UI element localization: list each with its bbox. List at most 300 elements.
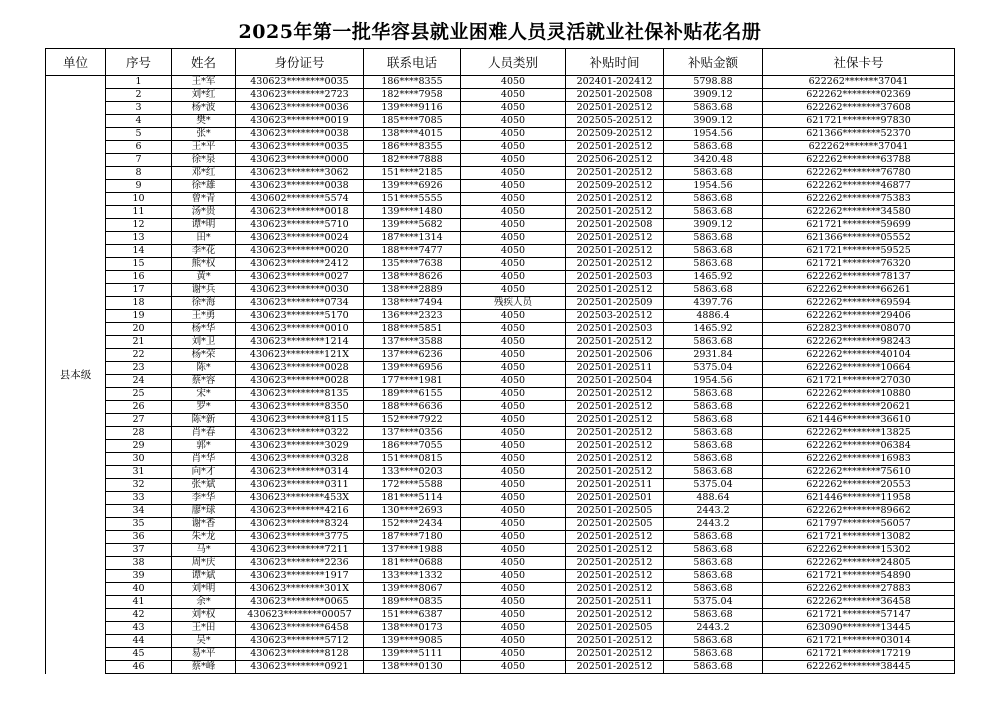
cell-name: 王*田 <box>172 622 236 635</box>
cell-number: 13 <box>106 232 172 245</box>
cell-id-number: 430623********0018 <box>236 206 364 219</box>
cell-period: 202501-202512 <box>566 648 664 661</box>
cell-id-number: 430623********2412 <box>236 258 364 271</box>
cell-period: 202501-202505 <box>566 518 664 531</box>
cell-category: 4050 <box>461 232 566 245</box>
cell-card-number: 622262********38445 <box>763 661 955 674</box>
cell-id-number: 430623********0035 <box>236 76 364 89</box>
cell-phone: 138****8626 <box>364 271 461 284</box>
cell-card-number: 623090********13445 <box>763 622 955 635</box>
cell-id-number: 430623********00057 <box>236 609 364 622</box>
table-row <box>46 583 955 596</box>
cell-name: 向*才 <box>172 466 236 479</box>
header-period: 补贴时间 <box>566 49 664 76</box>
cell-period: 202501-202512 <box>566 167 664 180</box>
cell-amount: 3420.48 <box>664 154 763 167</box>
cell-number: 6 <box>106 141 172 154</box>
cell-amount: 3909.12 <box>664 89 763 102</box>
table-row <box>46 271 955 284</box>
cell-card-number: 622262********75610 <box>763 466 955 479</box>
cell-name: 刘*卫 <box>172 336 236 349</box>
cell-period: 202506-202512 <box>566 154 664 167</box>
table-row <box>46 427 955 440</box>
cell-card-number: 621721********59699 <box>763 219 955 232</box>
cell-id-number: 430623********453X <box>236 492 364 505</box>
cell-amount: 2443.2 <box>664 518 763 531</box>
cell-category: 4050 <box>461 596 566 609</box>
cell-category: 4050 <box>461 557 566 570</box>
cell-period: 202501-202512 <box>566 245 664 258</box>
cell-phone: 186****8355 <box>364 76 461 89</box>
cell-id-number: 430623********6458 <box>236 622 364 635</box>
table-row <box>46 180 955 193</box>
table-row <box>46 596 955 609</box>
cell-id-number: 430623********8115 <box>236 414 364 427</box>
cell-amount: 2443.2 <box>664 622 763 635</box>
header-name: 姓名 <box>172 49 236 76</box>
cell-category: 残疾人员 <box>461 297 566 310</box>
cell-number: 35 <box>106 518 172 531</box>
cell-phone: 138****4015 <box>364 128 461 141</box>
cell-number: 11 <box>106 206 172 219</box>
cell-id-number: 430623********1214 <box>236 336 364 349</box>
cell-period: 202501-202506 <box>566 349 664 362</box>
cell-number: 40 <box>106 583 172 596</box>
cell-period: 202501-202511 <box>566 596 664 609</box>
cell-phone: 187****1314 <box>364 232 461 245</box>
cell-card-number: 621721********27030 <box>763 375 955 388</box>
cell-category: 4050 <box>461 206 566 219</box>
cell-category: 4050 <box>461 167 566 180</box>
cell-phone: 181****0688 <box>364 557 461 570</box>
cell-period: 202501-202503 <box>566 271 664 284</box>
table-row <box>46 466 955 479</box>
cell-number: 14 <box>106 245 172 258</box>
cell-name: 陈* <box>172 362 236 375</box>
table-row <box>46 492 955 505</box>
header-unit: 单位 <box>46 49 106 76</box>
cell-card-number: 622262********46877 <box>763 180 955 193</box>
cell-name: 汤*贵 <box>172 206 236 219</box>
cell-amount: 1465.92 <box>664 271 763 284</box>
cell-number: 39 <box>106 570 172 583</box>
cell-card-number: 622262*******37041 <box>763 76 955 89</box>
cell-category: 4050 <box>461 661 566 674</box>
cell-amount: 5863.68 <box>664 648 763 661</box>
cell-id-number: 430623********8135 <box>236 388 364 401</box>
cell-phone: 139****9116 <box>364 102 461 115</box>
header-number: 序号 <box>106 49 172 76</box>
cell-phone: 182****7888 <box>364 154 461 167</box>
cell-id-number: 430623********0311 <box>236 479 364 492</box>
table-row <box>46 128 955 141</box>
cell-id-number: 430623********5710 <box>236 219 364 232</box>
cell-phone: 138****0173 <box>364 622 461 635</box>
cell-card-number: 621721********03014 <box>763 635 955 648</box>
cell-name: 黄* <box>172 271 236 284</box>
cell-phone: 138****7494 <box>364 297 461 310</box>
table-row <box>46 141 955 154</box>
cell-amount: 3909.12 <box>664 115 763 128</box>
cell-period: 202501-202503 <box>566 323 664 336</box>
cell-card-number: 622262********40104 <box>763 349 955 362</box>
cell-card-number: 621721********76320 <box>763 258 955 271</box>
cell-period: 202501-202512 <box>566 141 664 154</box>
cell-name: 杨*荣 <box>172 349 236 362</box>
cell-number: 18 <box>106 297 172 310</box>
cell-phone: 181****5114 <box>364 492 461 505</box>
cell-phone: 189****0835 <box>364 596 461 609</box>
cell-period: 202501-202512 <box>566 193 664 206</box>
cell-amount: 5863.68 <box>664 232 763 245</box>
cell-card-number: 622262********10880 <box>763 388 955 401</box>
cell-phone: 151****6387 <box>364 609 461 622</box>
cell-category: 4050 <box>461 245 566 258</box>
cell-category: 4050 <box>461 180 566 193</box>
cell-card-number: 622262********10664 <box>763 362 955 375</box>
cell-period: 202501-202504 <box>566 375 664 388</box>
cell-card-number: 622262********06384 <box>763 440 955 453</box>
cell-amount: 5863.68 <box>664 414 763 427</box>
cell-category: 4050 <box>461 115 566 128</box>
cell-phone: 185****7085 <box>364 115 461 128</box>
cell-number: 5 <box>106 128 172 141</box>
cell-number: 42 <box>106 609 172 622</box>
cell-card-number: 622262********02369 <box>763 89 955 102</box>
table-row <box>46 440 955 453</box>
cell-number: 44 <box>106 635 172 648</box>
cell-period: 202501-202511 <box>566 362 664 375</box>
header-amount: 补贴金额 <box>664 49 763 76</box>
table-row <box>46 323 955 336</box>
table-row <box>46 206 955 219</box>
cell-number: 20 <box>106 323 172 336</box>
cell-amount: 5863.68 <box>664 258 763 271</box>
cell-id-number: 430623********0020 <box>236 245 364 258</box>
cell-card-number: 622262*******37041 <box>763 141 955 154</box>
cell-category: 4050 <box>461 336 566 349</box>
cell-phone: 139****8067 <box>364 583 461 596</box>
header-row <box>46 49 955 76</box>
cell-card-number: 622823********08070 <box>763 323 955 336</box>
cell-period: 202503-202512 <box>566 310 664 323</box>
cell-card-number: 622262********16983 <box>763 453 955 466</box>
cell-amount: 488.64 <box>664 492 763 505</box>
cell-category: 4050 <box>461 141 566 154</box>
cell-amount: 5863.68 <box>664 661 763 674</box>
table-row <box>46 245 955 258</box>
table-row <box>46 89 955 102</box>
table-row <box>46 258 955 271</box>
cell-phone: 135****7638 <box>364 258 461 271</box>
cell-card-number: 621721********13082 <box>763 531 955 544</box>
cell-period: 202401-202412 <box>566 76 664 89</box>
cell-name: 张* <box>172 128 236 141</box>
cell-id-number: 430623********1917 <box>236 570 364 583</box>
cell-period: 202501-202508 <box>566 219 664 232</box>
cell-phone: 133****0203 <box>364 466 461 479</box>
cell-number: 12 <box>106 219 172 232</box>
cell-category: 4050 <box>461 76 566 89</box>
cell-number: 1 <box>106 76 172 89</box>
cell-category: 4050 <box>461 323 566 336</box>
cell-period: 202509-202512 <box>566 180 664 193</box>
cell-category: 4050 <box>461 154 566 167</box>
cell-number: 19 <box>106 310 172 323</box>
cell-name: 李*华 <box>172 492 236 505</box>
cell-number: 4 <box>106 115 172 128</box>
cell-phone: 186****7055 <box>364 440 461 453</box>
cell-period: 202501-202512 <box>566 531 664 544</box>
cell-period: 202501-202501 <box>566 492 664 505</box>
cell-card-number: 621366********52370 <box>763 128 955 141</box>
cell-amount: 5863.68 <box>664 388 763 401</box>
cell-phone: 137****3588 <box>364 336 461 349</box>
cell-category: 4050 <box>461 531 566 544</box>
cell-category: 4050 <box>461 219 566 232</box>
cell-id-number: 430602********5574 <box>236 193 364 206</box>
cell-number: 25 <box>106 388 172 401</box>
cell-category: 4050 <box>461 310 566 323</box>
cell-period: 202509-202512 <box>566 128 664 141</box>
cell-name: 樊* <box>172 115 236 128</box>
cell-category: 4050 <box>461 102 566 115</box>
cell-name: 熊*权 <box>172 258 236 271</box>
cell-amount: 5863.68 <box>664 427 763 440</box>
cell-name: 周*庆 <box>172 557 236 570</box>
table-row <box>46 661 955 674</box>
cell-name: 王*平 <box>172 141 236 154</box>
cell-name: 余* <box>172 596 236 609</box>
cell-name: 谢*兵 <box>172 284 236 297</box>
table-row <box>46 570 955 583</box>
cell-card-number: 622262********13825 <box>763 427 955 440</box>
cell-id-number: 430623********3775 <box>236 531 364 544</box>
cell-phone: 172****5588 <box>364 479 461 492</box>
cell-amount: 5863.68 <box>664 440 763 453</box>
cell-name: 陈*新 <box>172 414 236 427</box>
cell-number: 27 <box>106 414 172 427</box>
cell-name: 罗* <box>172 401 236 414</box>
cell-period: 202501-202512 <box>566 414 664 427</box>
cell-category: 4050 <box>461 128 566 141</box>
table-row <box>46 518 955 531</box>
cell-amount: 5375.04 <box>664 362 763 375</box>
table-row <box>46 349 955 362</box>
cell-number: 29 <box>106 440 172 453</box>
cell-card-number: 622262********37608 <box>763 102 955 115</box>
cell-name: 谭*斌 <box>172 570 236 583</box>
cell-phone: 137****0356 <box>364 427 461 440</box>
table-row <box>46 414 955 427</box>
cell-name: 杨*波 <box>172 102 236 115</box>
cell-category: 4050 <box>461 193 566 206</box>
cell-card-number: 621797********56057 <box>763 518 955 531</box>
cell-phone: 182****7958 <box>364 89 461 102</box>
cell-amount: 1465.92 <box>664 323 763 336</box>
cell-amount: 5375.04 <box>664 596 763 609</box>
cell-phone: 137****6236 <box>364 349 461 362</box>
cell-number: 26 <box>106 401 172 414</box>
table-row <box>46 284 955 297</box>
cell-card-number: 622262********75383 <box>763 193 955 206</box>
cell-phone: 133****1332 <box>364 570 461 583</box>
cell-id-number: 430623********2723 <box>236 89 364 102</box>
cell-card-number: 622262********27883 <box>763 583 955 596</box>
cell-phone: 136****2323 <box>364 310 461 323</box>
cell-card-number: 622262********20621 <box>763 401 955 414</box>
cell-name: 曾*青 <box>172 193 236 206</box>
cell-id-number: 430623********0027 <box>236 271 364 284</box>
table-row <box>46 102 955 115</box>
cell-amount: 1954.56 <box>664 180 763 193</box>
cell-name: 蔡*峰 <box>172 661 236 674</box>
table-row <box>46 336 955 349</box>
cell-category: 4050 <box>461 453 566 466</box>
cell-period: 202501-202512 <box>566 232 664 245</box>
cell-name: 吴* <box>172 635 236 648</box>
cell-card-number: 621446********36610 <box>763 414 955 427</box>
table-row <box>46 193 955 206</box>
cell-period: 202501-202512 <box>566 570 664 583</box>
cell-id-number: 430623********121X <box>236 349 364 362</box>
header-phone: 联系电话 <box>364 49 461 76</box>
cell-category: 4050 <box>461 362 566 375</box>
cell-card-number: 621721********59525 <box>763 245 955 258</box>
cell-period: 202501-202511 <box>566 479 664 492</box>
cell-phone: 186****8355 <box>364 141 461 154</box>
cell-name: 肖*华 <box>172 453 236 466</box>
cell-amount: 5863.68 <box>664 284 763 297</box>
cell-amount: 5863.68 <box>664 609 763 622</box>
cell-period: 202501-202509 <box>566 297 664 310</box>
cell-category: 4050 <box>461 635 566 648</box>
cell-phone: 152****7922 <box>364 414 461 427</box>
cell-amount: 1954.56 <box>664 128 763 141</box>
cell-number: 41 <box>106 596 172 609</box>
cell-period: 202501-202505 <box>566 622 664 635</box>
cell-id-number: 430623********0030 <box>236 284 364 297</box>
cell-name: 廖*球 <box>172 505 236 518</box>
cell-name: 王*勇 <box>172 310 236 323</box>
cell-id-number: 430623********2236 <box>236 557 364 570</box>
cell-period: 202501-202512 <box>566 466 664 479</box>
cell-phone: 137****1988 <box>364 544 461 557</box>
cell-name: 邓*红 <box>172 167 236 180</box>
cell-phone: 139****5111 <box>364 648 461 661</box>
cell-card-number: 622262********98243 <box>763 336 955 349</box>
table-row <box>46 557 955 570</box>
roster-body <box>46 76 955 674</box>
table-row <box>46 609 955 622</box>
cell-period: 202505-202512 <box>566 115 664 128</box>
cell-card-number: 622262********63788 <box>763 154 955 167</box>
cell-amount: 5863.68 <box>664 141 763 154</box>
cell-number: 37 <box>106 544 172 557</box>
cell-id-number: 430623********0328 <box>236 453 364 466</box>
cell-number: 32 <box>106 479 172 492</box>
cell-amount: 5863.68 <box>664 635 763 648</box>
cell-category: 4050 <box>461 271 566 284</box>
cell-name: 田* <box>172 232 236 245</box>
cell-amount: 3909.12 <box>664 219 763 232</box>
cell-amount: 4886.4 <box>664 310 763 323</box>
cell-card-number: 621721********54890 <box>763 570 955 583</box>
cell-amount: 1954.56 <box>664 375 763 388</box>
cell-period: 202501-202512 <box>566 661 664 674</box>
cell-id-number: 430623********8128 <box>236 648 364 661</box>
cell-category: 4050 <box>461 648 566 661</box>
cell-id-number: 430623********3029 <box>236 440 364 453</box>
cell-number: 23 <box>106 362 172 375</box>
cell-id-number: 430623********3062 <box>236 167 364 180</box>
cell-id-number: 430623********0322 <box>236 427 364 440</box>
table-row <box>46 115 955 128</box>
cell-period: 202501-202512 <box>566 440 664 453</box>
cell-amount: 2931.84 <box>664 349 763 362</box>
subsidy-roster-table <box>45 48 955 674</box>
cell-phone: 151****0815 <box>364 453 461 466</box>
cell-period: 202501-202512 <box>566 258 664 271</box>
table-row <box>46 648 955 661</box>
cell-card-number: 622262********15302 <box>763 544 955 557</box>
cell-amount: 4397.76 <box>664 297 763 310</box>
cell-phone: 188****6636 <box>364 401 461 414</box>
cell-number: 8 <box>106 167 172 180</box>
cell-category: 4050 <box>461 388 566 401</box>
cell-category: 4050 <box>461 479 566 492</box>
cell-period: 202501-202512 <box>566 336 664 349</box>
table-row <box>46 622 955 635</box>
cell-id-number: 430623********0028 <box>236 362 364 375</box>
cell-amount: 5863.68 <box>664 570 763 583</box>
cell-id-number: 430623********0036 <box>236 102 364 115</box>
cell-amount: 5863.68 <box>664 557 763 570</box>
cell-category: 4050 <box>461 89 566 102</box>
header-card-number: 社保卡号 <box>763 49 955 76</box>
cell-name: 刘*明 <box>172 583 236 596</box>
cell-number: 30 <box>106 453 172 466</box>
cell-card-number: 621721********97830 <box>763 115 955 128</box>
cell-id-number: 430623********0921 <box>236 661 364 674</box>
cell-id-number: 430623********0065 <box>236 596 364 609</box>
cell-phone: 139****6926 <box>364 180 461 193</box>
table-row <box>46 531 955 544</box>
cell-amount: 5863.68 <box>664 401 763 414</box>
cell-amount: 5863.68 <box>664 453 763 466</box>
cell-id-number: 430623********0038 <box>236 128 364 141</box>
cell-amount: 2443.2 <box>664 505 763 518</box>
cell-phone: 187****7180 <box>364 531 461 544</box>
cell-name: 徐*海 <box>172 297 236 310</box>
cell-category: 4050 <box>461 518 566 531</box>
cell-number: 43 <box>106 622 172 635</box>
cell-phone: 177****1981 <box>364 375 461 388</box>
cell-number: 2 <box>106 89 172 102</box>
cell-period: 202501-202512 <box>566 609 664 622</box>
cell-phone: 139****1480 <box>364 206 461 219</box>
cell-period: 202501-202512 <box>566 284 664 297</box>
cell-category: 4050 <box>461 505 566 518</box>
cell-number: 36 <box>106 531 172 544</box>
table-row <box>46 362 955 375</box>
cell-id-number: 430623********0024 <box>236 232 364 245</box>
table-row <box>46 154 955 167</box>
header-category: 人员类别 <box>461 49 566 76</box>
cell-card-number: 621446********11958 <box>763 492 955 505</box>
cell-period: 202501-202512 <box>566 583 664 596</box>
cell-amount: 5863.68 <box>664 544 763 557</box>
